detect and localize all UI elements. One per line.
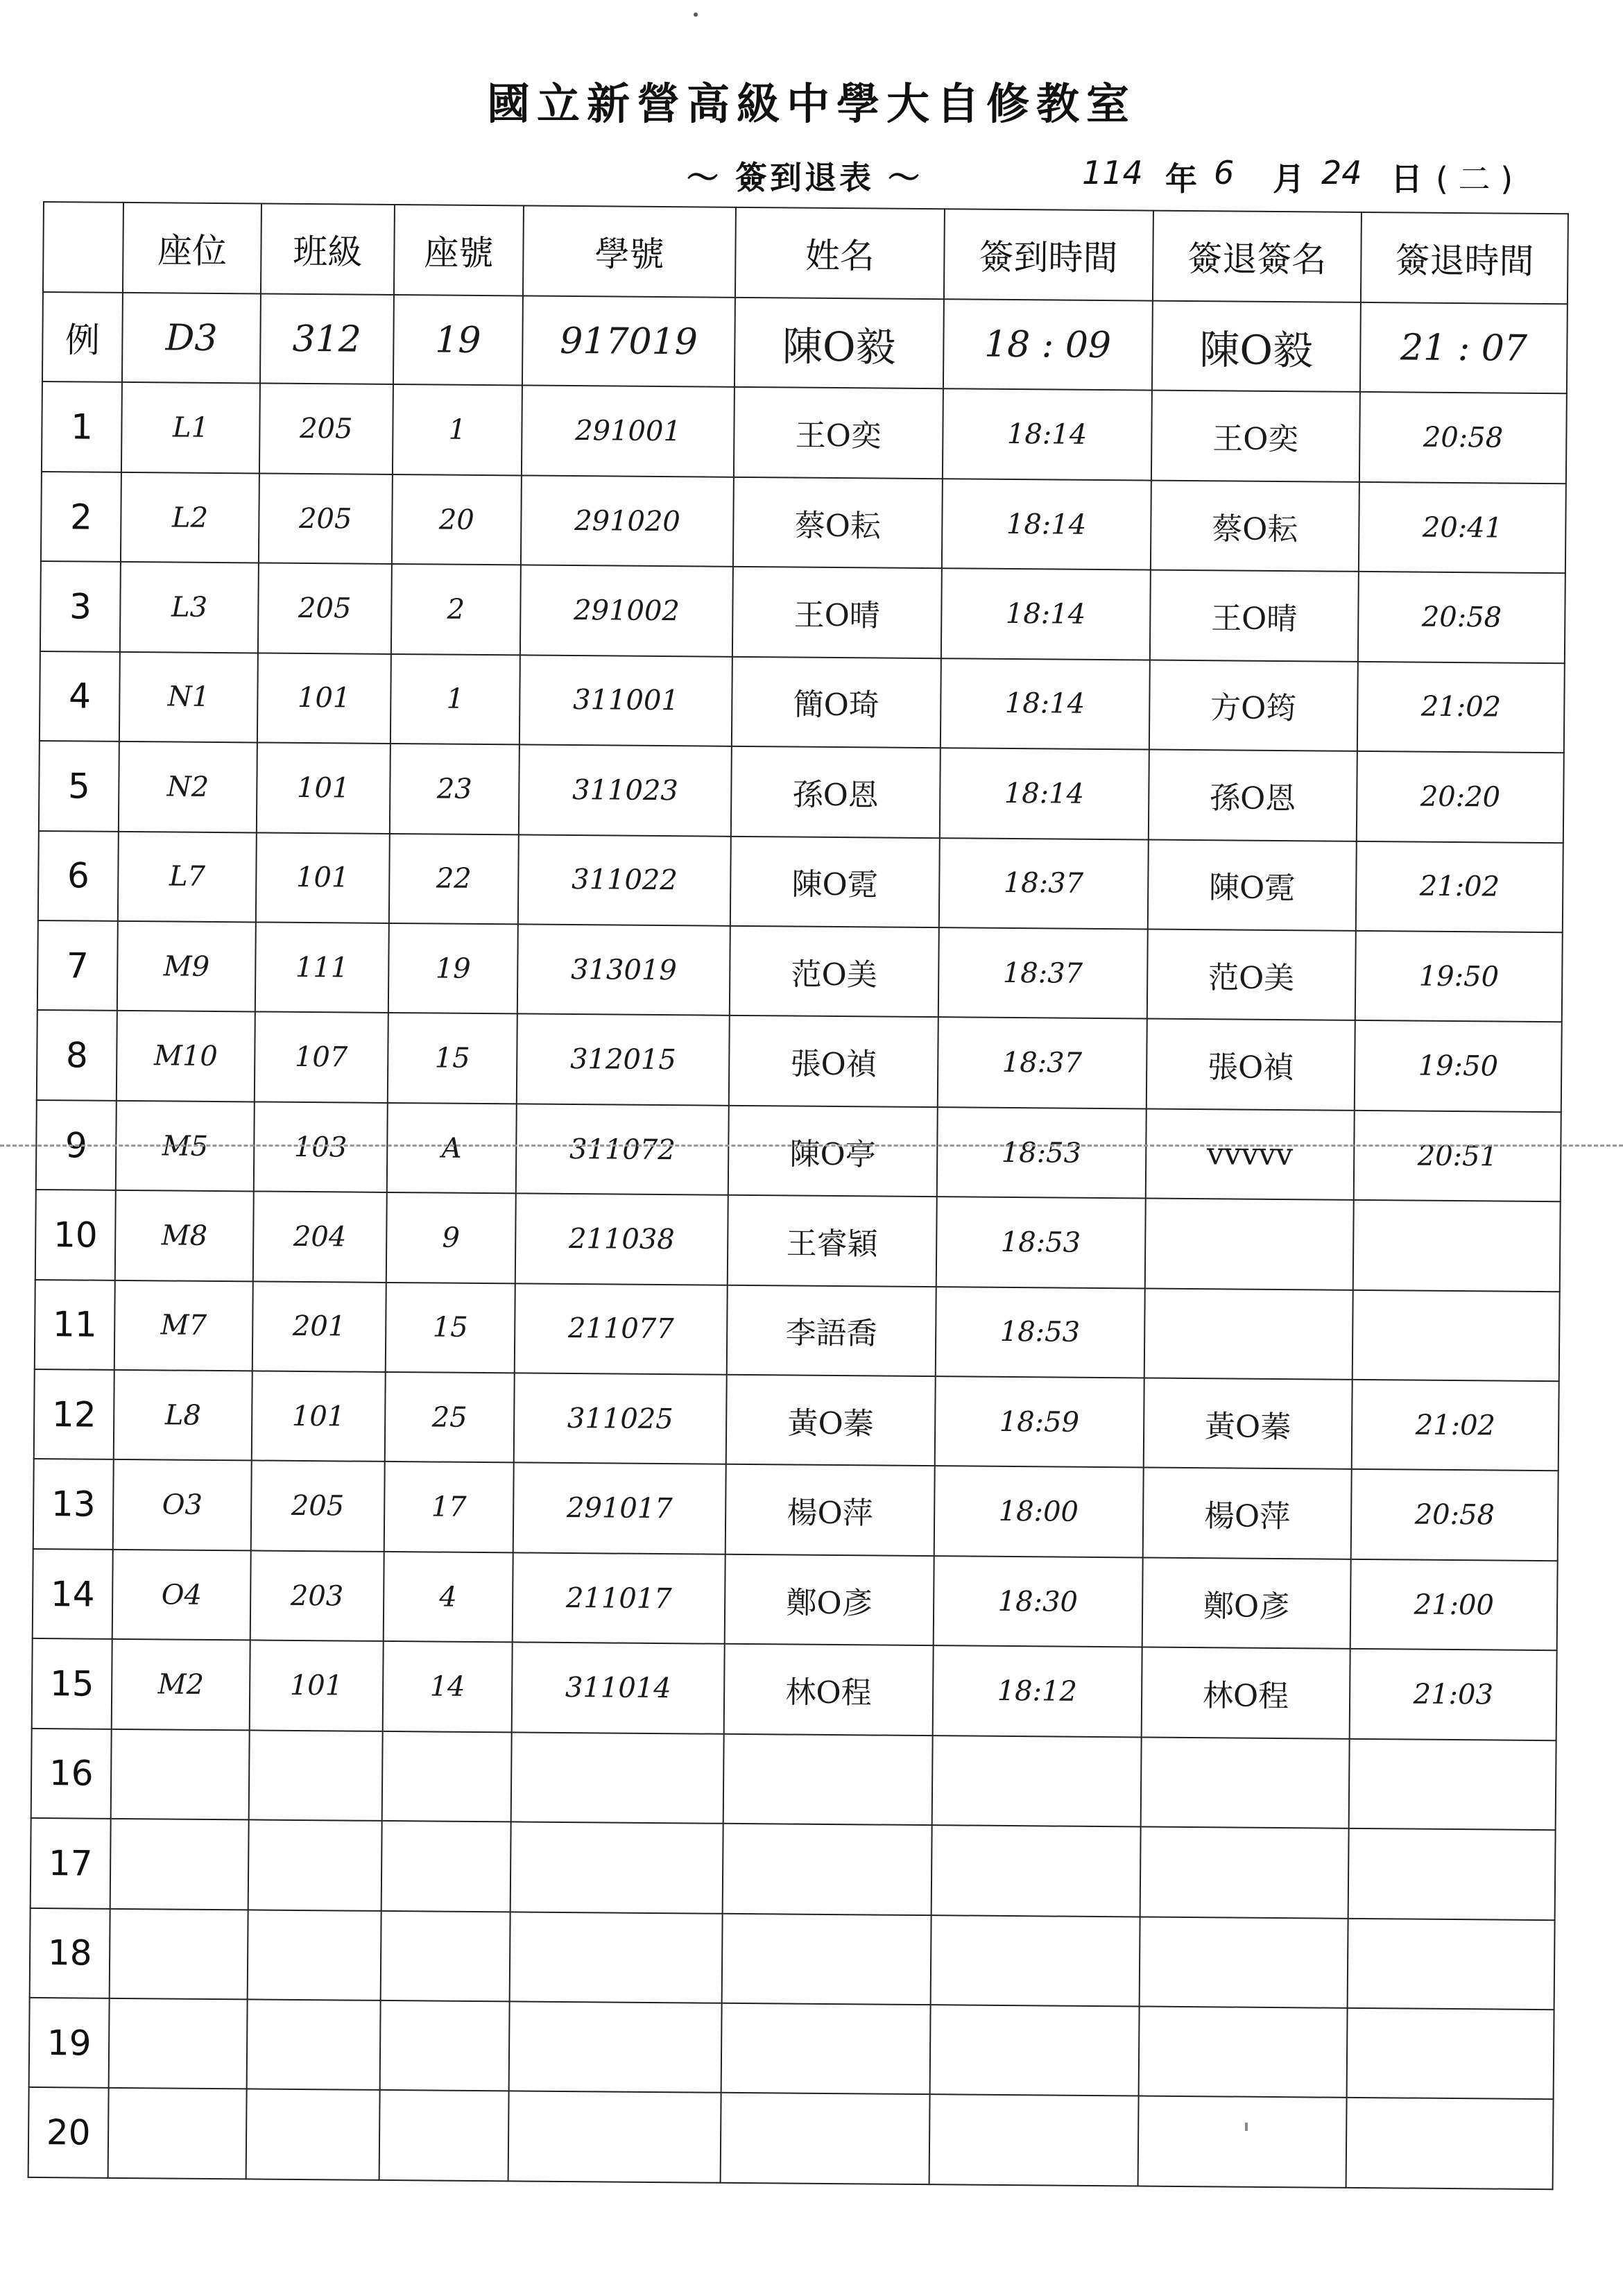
cell-class [246, 2089, 380, 2180]
row-label: 7 [37, 920, 118, 1011]
row-label: 16 [31, 1729, 112, 1819]
cell-class: 101 [252, 1371, 386, 1462]
cell-checkout-signature [1144, 1288, 1353, 1380]
header-number: 座號 [394, 205, 524, 295]
cell-class: 205 [259, 384, 393, 474]
table-row [38, 831, 1563, 933]
table-row [31, 1818, 1556, 1920]
cell-checkout-signature: 楊O萍 [1142, 1468, 1352, 1559]
cell-number [381, 1731, 512, 1822]
cell-name: 王O奕 [734, 387, 943, 479]
row-label: 8 [37, 1010, 117, 1100]
cell-name: 孫O恩 [731, 746, 941, 838]
cell-checkout: 20:58 [1359, 392, 1567, 483]
scan-speck [694, 12, 698, 17]
cell-checkin [929, 2005, 1139, 2096]
cell-student-id: 291001 [522, 386, 735, 477]
cell-seat: L8 [114, 1370, 252, 1461]
cell-name: 簡O琦 [732, 657, 941, 748]
cell-name: 黃O蓁 [726, 1375, 936, 1466]
cell-checkin: 18:14 [941, 568, 1151, 660]
row-label: 12 [34, 1369, 114, 1459]
row-label: 10 [35, 1190, 116, 1280]
cell-checkin: 18:30 [933, 1556, 1142, 1647]
cell-number [380, 1910, 510, 2001]
cell-checkout-signature: 孫O恩 [1148, 750, 1357, 841]
cell-student-id [510, 1912, 723, 2003]
cell-class [249, 1730, 383, 1821]
cell-class: 312 [260, 293, 394, 384]
header-checkout-time: 簽退時間 [1361, 212, 1568, 304]
cell-student-id: 311022 [518, 834, 731, 926]
cell-seat: N1 [119, 652, 258, 743]
header-name: 姓名 [735, 207, 945, 299]
cell-checkout [1348, 1828, 1556, 1920]
cell-student-id: 311025 [514, 1373, 727, 1464]
cell-seat: O4 [112, 1550, 251, 1640]
cell-checkin [930, 1915, 1140, 2007]
cell-student-id: 311072 [516, 1104, 729, 1195]
cell-student-id: 311014 [512, 1643, 725, 1734]
cell-seat: M2 [112, 1639, 250, 1730]
example-row [42, 292, 1568, 394]
cell-name [723, 1734, 933, 1826]
cell-checkin: 18 : 09 [943, 299, 1153, 391]
date-month: 6 [1214, 154, 1235, 191]
cell-checkout-signature: 黃O蓁 [1143, 1378, 1352, 1470]
table-row [33, 1549, 1558, 1651]
cell-number: 25 [384, 1372, 515, 1463]
cell-checkout: 21:00 [1350, 1559, 1558, 1651]
cell-class: 101 [250, 1640, 384, 1731]
row-label: 19 [29, 1998, 110, 2088]
cell-student-id: 291020 [521, 475, 734, 567]
cell-checkin: 18:53 [936, 1287, 1145, 1378]
table-row [34, 1369, 1559, 1471]
cell-seat: D3 [122, 293, 261, 384]
cell-student-id [511, 1732, 724, 1824]
cell-checkin: 18:53 [937, 1107, 1147, 1199]
row-label: 11 [35, 1280, 115, 1370]
form-date [1082, 154, 1540, 196]
cell-checkout-signature [1140, 1737, 1350, 1828]
cell-name: 王睿穎 [728, 1195, 937, 1287]
row-label: 15 [32, 1638, 112, 1729]
date-year: 114 [1082, 154, 1143, 191]
date-weekday: ( 二 ) [1436, 160, 1513, 198]
cell-checkout-signature: 方O筠 [1149, 660, 1358, 751]
cell-checkin: 18:37 [938, 927, 1148, 1019]
cell-name: 張O禎 [729, 1016, 938, 1107]
table-row [39, 741, 1564, 843]
cell-class: 201 [252, 1281, 386, 1372]
cell-number: 17 [384, 1462, 514, 1552]
cell-checkout-signature: 鄭O彥 [1142, 1557, 1351, 1649]
cell-seat: L7 [118, 831, 257, 922]
table-row [37, 920, 1563, 1022]
cell-checkin [931, 1736, 1141, 1827]
cell-student-id: 291017 [513, 1463, 726, 1554]
cell-number: 1 [393, 384, 523, 475]
cell-name: 陳O毅 [735, 298, 944, 389]
cell-checkout: 20:41 [1359, 482, 1566, 574]
table-row [31, 1729, 1556, 1831]
table-row [32, 1638, 1557, 1740]
cell-checkout-signature: 王O晴 [1149, 570, 1359, 662]
cell-class [248, 1820, 382, 1911]
cell-class [247, 1999, 381, 2090]
table-row [37, 1010, 1562, 1112]
row-label: 18 [30, 1908, 110, 1998]
header-seat: 座位 [123, 203, 261, 294]
cell-number: 2 [391, 564, 522, 655]
cell-checkout-signature: 張O禎 [1146, 1019, 1355, 1111]
cell-checkout-signature: 蔡O耘 [1150, 480, 1359, 572]
table-row [28, 2087, 1554, 2189]
cell-number: 19 [388, 923, 518, 1014]
table-row [36, 1100, 1561, 1202]
cell-class: 205 [251, 1461, 385, 1552]
cell-number [379, 2090, 509, 2181]
date-year-unit: 年 [1165, 160, 1197, 198]
cell-checkout: 21 : 07 [1360, 302, 1568, 394]
date-month-unit: 月 [1273, 160, 1305, 198]
cell-name: 陳O霓 [730, 836, 940, 927]
cell-checkout-signature: 林O程 [1141, 1647, 1350, 1739]
cell-number: 4 [383, 1552, 513, 1643]
cell-checkin: 18:14 [942, 479, 1151, 570]
table-row [42, 382, 1567, 483]
cell-checkout [1348, 1918, 1555, 2010]
cell-seat: M7 [114, 1280, 253, 1371]
header-class: 班級 [261, 203, 395, 295]
table-row [41, 472, 1566, 574]
cell-seat: M8 [115, 1190, 254, 1281]
cell-name: 楊O萍 [725, 1464, 935, 1556]
cell-class: 203 [250, 1550, 384, 1641]
cell-seat: L2 [121, 472, 259, 563]
header-checkin-time: 簽到時間 [944, 209, 1153, 300]
cell-checkout [1347, 2008, 1554, 2100]
form-subtitle: ～ 簽到退表 ～ [687, 159, 923, 196]
cell-checkout [1349, 1739, 1556, 1831]
cell-name [723, 1824, 932, 1915]
cell-name: 范O美 [730, 926, 939, 1018]
cell-number: 9 [386, 1192, 516, 1283]
row-label: 13 [33, 1459, 114, 1549]
cell-name [721, 2003, 931, 2095]
attendance-table [28, 201, 1569, 2190]
header-checkout-signature: 簽退簽名 [1152, 211, 1362, 302]
cell-checkin: 18:12 [932, 1645, 1142, 1737]
cell-seat [111, 1729, 250, 1820]
row-label: 4 [40, 651, 120, 742]
table-row [33, 1459, 1558, 1561]
cell-checkin [929, 2095, 1138, 2186]
row-label: 14 [33, 1549, 113, 1639]
header-student-id: 學號 [523, 205, 736, 297]
cell-name [721, 2093, 930, 2184]
cell-checkin [931, 1825, 1140, 1917]
row-label: 9 [36, 1100, 117, 1190]
cell-checkin: 18:14 [940, 748, 1149, 839]
cell-checkout-signature: 陳O霓 [1147, 839, 1357, 931]
cell-class [248, 1910, 381, 2001]
cell-number: 1 [390, 654, 521, 745]
cell-checkout-signature: 陳O毅 [1151, 301, 1361, 393]
cell-checkout: 21:02 [1356, 841, 1563, 932]
cell-class: 101 [257, 653, 391, 744]
cell-number [381, 1821, 511, 1912]
cell-class: 111 [255, 922, 389, 1013]
header-row [43, 202, 1568, 304]
row-label: 2 [41, 472, 121, 562]
cell-number: 15 [385, 1283, 515, 1373]
row-label: 3 [40, 561, 121, 651]
row-label: 5 [39, 741, 119, 831]
scan-mark [1245, 2123, 1248, 2131]
table-row [30, 1908, 1555, 2010]
row-label: 20 [28, 2087, 109, 2177]
cell-student-id [510, 1822, 723, 1914]
cell-seat: M10 [117, 1011, 255, 1102]
cell-seat: N2 [119, 742, 257, 832]
cell-student-id: 311001 [519, 655, 732, 746]
cell-checkout [1346, 2098, 1554, 2189]
table-row [35, 1190, 1561, 1292]
cell-checkin: 18:53 [936, 1197, 1146, 1288]
cell-student-id: 917019 [522, 295, 735, 387]
cell-student-id: 211038 [515, 1194, 728, 1285]
cell-name: 李語喬 [727, 1285, 936, 1376]
cell-class: 101 [257, 743, 390, 834]
cell-student-id: 211017 [513, 1552, 725, 1644]
cell-student-id [509, 2001, 722, 2093]
cell-name [722, 1913, 931, 2005]
cell-class: 205 [258, 563, 392, 654]
cell-student-id: 311023 [519, 745, 732, 837]
cell-name: 蔡O耘 [733, 477, 943, 569]
date-day-unit: 日 [1391, 160, 1423, 198]
fold-crease-line [0, 1145, 1623, 1147]
cell-student-id: 211077 [515, 1283, 728, 1375]
cell-class: 205 [259, 473, 393, 564]
header-cell [43, 202, 123, 293]
row-label: 1 [42, 382, 122, 472]
cell-name: 陳O亭 [728, 1106, 938, 1197]
cell-checkout-signature: 王O奕 [1151, 391, 1360, 482]
cell-class: 107 [255, 1012, 388, 1103]
cell-seat: M5 [116, 1101, 255, 1192]
cell-student-id [508, 2091, 721, 2183]
cell-seat [110, 1908, 248, 1999]
cell-checkin: 18:37 [938, 1018, 1147, 1109]
cell-number: A [386, 1103, 517, 1194]
cell-checkout: 21:02 [1352, 1380, 1559, 1471]
cell-checkout [1352, 1290, 1560, 1382]
cell-name: 鄭O彥 [725, 1554, 934, 1646]
cell-student-id: 291002 [520, 565, 733, 657]
page-title: 國立新營高級中學大自修教室 [486, 78, 1136, 129]
cell-number: 23 [389, 744, 519, 834]
cell-seat [108, 2088, 247, 2179]
cell-number: 20 [392, 474, 522, 565]
row-label: 6 [38, 831, 119, 921]
cell-number: 22 [388, 833, 519, 924]
cell-seat [110, 1819, 249, 1910]
cell-student-id: 312015 [517, 1014, 730, 1106]
cell-checkout: 19:50 [1355, 931, 1563, 1022]
cell-student-id: 313019 [517, 924, 730, 1016]
cell-checkin: 18:00 [934, 1466, 1143, 1558]
cell-seat: M9 [117, 921, 256, 1012]
row-label: 17 [31, 1818, 111, 1908]
cell-seat: O3 [113, 1459, 252, 1550]
cell-checkout: 20:58 [1358, 572, 1565, 663]
cell-checkout: 21:03 [1350, 1649, 1557, 1740]
cell-checkout-signature: 范O美 [1147, 929, 1356, 1020]
cell-seat: L3 [120, 562, 259, 653]
cell-checkout-signature [1138, 2007, 1348, 2098]
cell-checkout-signature: vvvvv [1145, 1108, 1355, 1200]
table-row [40, 651, 1565, 753]
cell-seat: L1 [121, 382, 260, 473]
cell-name: 林O程 [724, 1644, 934, 1736]
cell-number [379, 2001, 510, 2091]
cell-checkin: 18:14 [941, 658, 1150, 750]
cell-checkout: 20:51 [1354, 1111, 1561, 1202]
cell-seat [109, 1998, 248, 2089]
cell-checkout [1353, 1200, 1561, 1292]
table-row [35, 1280, 1560, 1382]
cell-number: 19 [393, 295, 524, 386]
cell-number: 15 [387, 1013, 517, 1104]
cell-checkin: 18:37 [939, 838, 1149, 929]
row-label: 例 [42, 292, 123, 382]
cell-checkout: 20:58 [1351, 1469, 1558, 1561]
cell-checkout: 20:20 [1357, 751, 1564, 843]
cell-checkout-signature [1139, 1917, 1348, 2008]
cell-number: 14 [382, 1641, 513, 1732]
cell-checkout-signature [1137, 2096, 1347, 2188]
table-row [29, 1998, 1554, 2100]
cell-checkin: 18:59 [934, 1376, 1144, 1468]
table-row [40, 561, 1565, 663]
cell-name: 王O晴 [732, 567, 942, 658]
cell-checkin: 18:14 [943, 389, 1152, 481]
cell-checkout: 21:02 [1357, 662, 1565, 753]
cell-checkout-signature [1140, 1827, 1349, 1919]
cell-class: 101 [256, 832, 390, 923]
cell-class: 204 [253, 1192, 387, 1283]
date-day: 24 [1321, 154, 1362, 191]
cell-checkout-signature [1144, 1199, 1354, 1290]
cell-class: 103 [254, 1102, 388, 1192]
cell-checkout: 19:50 [1355, 1020, 1562, 1112]
